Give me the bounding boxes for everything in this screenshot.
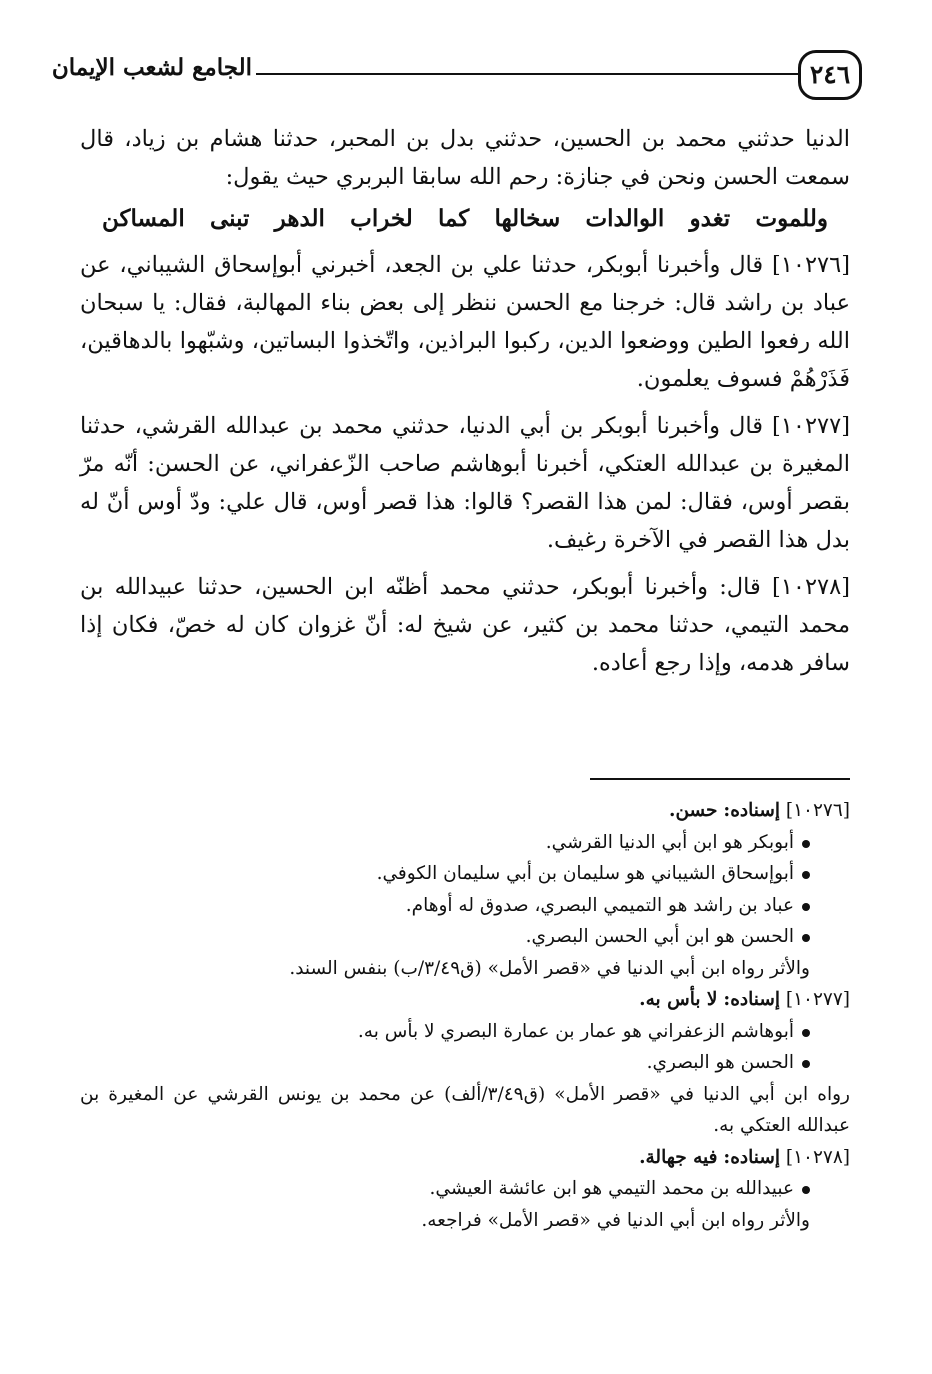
footnote-bullet: أبوإسحاق الشيباني هو سليمان بن أبي سليمان الكوفي. bbox=[80, 858, 810, 890]
narration-text: قال وأخبرنا أبوبكر بن أبي الدنيا، حدثني محمد بن عبدالله القرشي، حدثنا المغيرة بن عبدالله العتكي، أخبرنا أبوهاشم صاحب الزّعفراني، عن الحسن: أنّه مرّ بقصر أوس، فقال: لمن هذا القصر؟ قالوا: هذا قصر أوس، قال علي: ودّ أوس أنّ له بدل هذا القصر في الآخرة رغيف. bbox=[80, 413, 850, 553]
page-number: ٢٤٦ bbox=[798, 50, 862, 100]
narration-text: قال وأخبرنا أبوبكر، حدثنا علي بن الجعد، أخبرني أبوإسحاق الشيباني، عن عباد بن راشد قال: خرجنا مع الحسن ننظر إلى بعض بناء المهالبة، فقال: يا سبحان الله رفعوا الطين ووضعوا الدين، ركبوا البراذين، واتّخذوا البساتين، وشبّهوا بالدهاقين، فَذَرْهُمْ فسوف يعلمون. bbox=[80, 252, 850, 392]
page-header bbox=[51, 42, 862, 108]
footnote-bullets bbox=[80, 1016, 850, 1079]
narration-10277 bbox=[80, 407, 850, 559]
footnote-grade: فيه جهالة. bbox=[639, 1146, 718, 1168]
narration-number: [١٠٢٧٧] bbox=[772, 413, 850, 439]
footnote-10276 bbox=[80, 795, 850, 984]
main-text bbox=[80, 120, 850, 691]
verse-word: الوالدات bbox=[585, 205, 665, 232]
running-title: الجامع لشعب الإيمان bbox=[51, 54, 252, 81]
footnote-bullet: أبوبكر هو ابن أبي الدنيا القرشي. bbox=[80, 827, 810, 859]
footnote-bullet: الحسن هو البصري. bbox=[80, 1047, 810, 1079]
footnote-grade: لا بأس به. bbox=[639, 989, 718, 1010]
footnote-bullets bbox=[80, 1173, 850, 1205]
footnote-number: [١٠٢٧٧] bbox=[785, 989, 850, 1010]
poetry-verse bbox=[80, 200, 850, 238]
footnote-10278 bbox=[80, 1142, 850, 1237]
footnote-bullets bbox=[80, 827, 850, 953]
footnote-bullet: الحسن هو ابن أبي الحسن البصري. bbox=[80, 921, 810, 953]
verse-word: المساكن bbox=[102, 205, 185, 232]
opening-paragraph: الدنيا حدثني محمد بن الحسين، حدثني بدل بن المحبر، حدثنا هشام بن زياد، قال سمعت الحسن ونحن في جنازة: رحم الله سابقا البربري حيث يقول: bbox=[80, 126, 850, 190]
footnote-bullet: عباد بن راشد هو التميمي البصري، صدوق له أوهام. bbox=[80, 890, 810, 922]
footnote-bullet: عبيدالله بن محمد التيمي هو ابن عائشة العيشي. bbox=[80, 1173, 810, 1205]
header-rule bbox=[256, 73, 798, 75]
narration-text: قال: وأخبرنا أبوبكر، حدثني محمد أظنّه ابن الحسين، حدثنا عبيدالله بن محمد التيمي، حدثنا محمد بن كثير، عن شيخ له: أنّ غزوان كان له خصّ، فكان إذا سافر هدمه، وإذا رجع أعاده. bbox=[80, 574, 850, 676]
footnote-label: إسناده: bbox=[723, 800, 780, 821]
narration-number: [١٠٢٧٦] bbox=[772, 252, 850, 278]
narration-10276 bbox=[80, 246, 850, 398]
verse-word: الدهر bbox=[274, 205, 325, 232]
footnote-separator bbox=[590, 778, 850, 780]
footnote-bullet: أبوهاشم الزعفراني هو عمار بن عمارة البصري لا بأس به. bbox=[80, 1016, 810, 1048]
footnote-10277 bbox=[80, 984, 850, 1142]
narration-10278 bbox=[80, 568, 850, 682]
footnote-heading bbox=[80, 984, 850, 1016]
narration-number: [١٠٢٧٨] bbox=[772, 574, 850, 600]
footnote-number: [١٠٢٧٦] bbox=[785, 800, 850, 821]
verse-word: تغدو bbox=[689, 205, 731, 232]
verse-word: كما bbox=[438, 205, 470, 232]
footnote-grade: حسن. bbox=[669, 800, 718, 821]
footnote-number: [١٠٢٧٨] bbox=[785, 1146, 850, 1168]
footnote-note: والأثر رواه ابن أبي الدنيا في «قصر الأمل» فراجعه. bbox=[421, 1209, 810, 1231]
footnote-label: إسناده: bbox=[723, 1146, 780, 1168]
verse-word: وللموت bbox=[755, 205, 828, 232]
footnote-heading bbox=[80, 795, 850, 827]
footnotes bbox=[80, 795, 850, 1236]
verse-word: تبنى bbox=[209, 205, 250, 232]
verse-word: سخالها bbox=[494, 205, 561, 232]
footnote-note: رواه ابن أبي الدنيا في «قصر الأمل» (ق٣/٤٩/ألف) عن محمد بن يونس القرشي عن المغيرة بن عبدالله العتكي به. bbox=[80, 1083, 850, 1136]
footnote-label: إسناده: bbox=[723, 989, 780, 1010]
footnote-heading bbox=[80, 1142, 850, 1174]
verse-word: لخراب bbox=[350, 205, 413, 232]
footnote-note: والأثر رواه ابن أبي الدنيا في «قصر الأمل» (ق٣/٤٩/ب) بنفس السند. bbox=[289, 957, 810, 979]
